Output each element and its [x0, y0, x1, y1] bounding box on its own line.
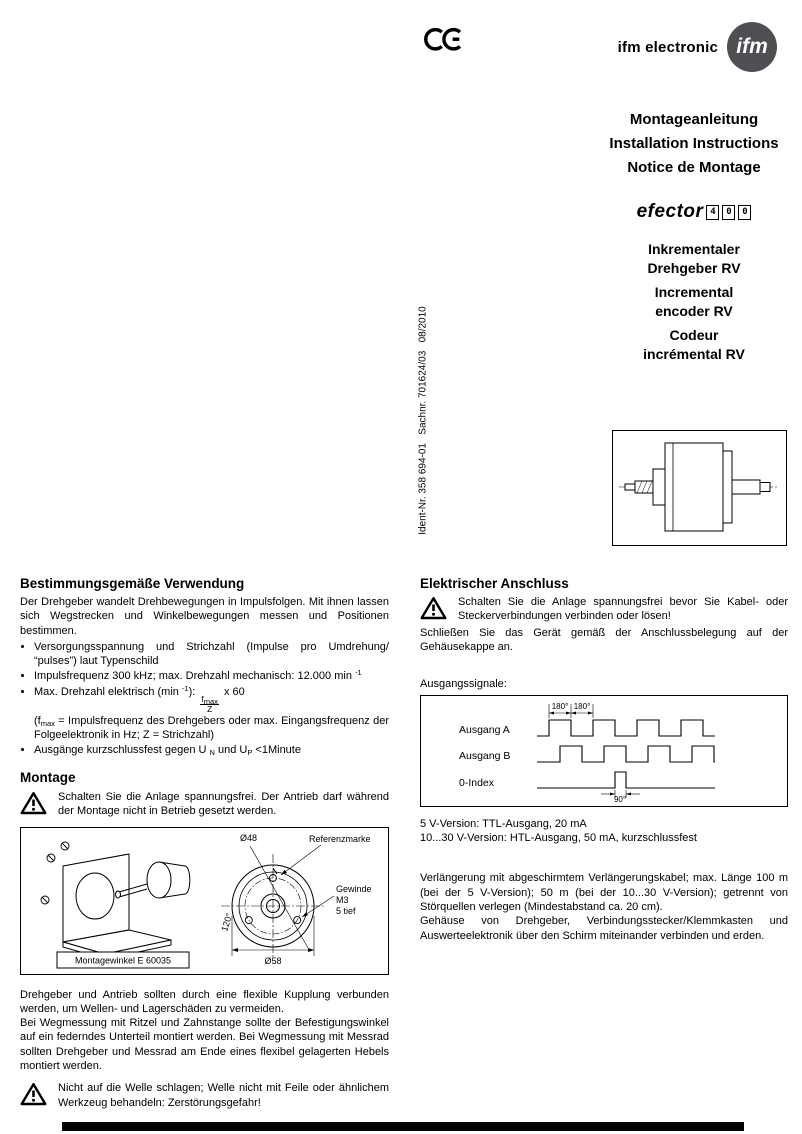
product-title-line: Codeur — [669, 327, 719, 343]
footer-bar — [62, 1122, 744, 1131]
mounting-figure — [20, 827, 389, 975]
product-title-de — [589, 240, 799, 278]
warning-triangle-icon — [20, 790, 50, 820]
dim-48-label: Ø48 — [240, 832, 258, 843]
doc-title-en: Installation Instructions — [609, 135, 779, 152]
feature-list — [20, 640, 389, 758]
brand-block — [618, 22, 777, 72]
bracket-label: Montagewinkel E 60035 — [74, 955, 172, 966]
intro-paragraph: Der Drehgeber wandelt Drehbewegungen in Impulsfolgen. Mit ihnen lassen sich Wegstrecken und Winkelbewegungen messen und Positionen bestimmen. — [20, 596, 389, 637]
doc-title-fr: Notice de Montage — [627, 159, 761, 176]
product-title-fr — [589, 326, 799, 364]
exponent: -1 — [181, 683, 189, 693]
product-title-line: Drehgeber RV — [647, 260, 741, 276]
thread-label-2: M3 — [336, 894, 349, 905]
product-title-line: Incremental — [654, 284, 734, 300]
reference-mark-label: Referenzmarke — [309, 833, 371, 844]
measurement-paragraph: Bei Wegmessung mit Ritzel und Zahnstange sollte der Befestigungswinkel auf ein federndes Unterteil montiert werden. Bei Wegmessung mit Messrad sollten Drehgeber und Messrad am Ende eines flexibel gelagerten Hebels montiert werden. — [20, 1017, 389, 1072]
efector-logo-text: efector — [636, 201, 704, 222]
bullet-text: Ausgänge kurzschlussfest gegen U — [34, 744, 210, 757]
section-heading-montage: Montage — [20, 769, 76, 785]
efector-digit: 4 — [706, 205, 719, 220]
right-column — [420, 576, 788, 943]
mounting-drawing — [21, 828, 388, 972]
bullet-text: = Impulsfrequenz des Drehgebers oder max. Eingangsfrequenz der Folgeelektronik in Hz; Z = Strichzahl) — [34, 714, 389, 741]
subscript-p: P — [247, 748, 253, 758]
encoder-drawing — [613, 431, 784, 543]
thread-label-1: Gewinde — [336, 883, 372, 894]
list-item-max-speed — [34, 685, 389, 742]
warning-text-electrical: Schalten Sie die Anlage spannungsfrei bevor Sie Kabel- oder Steckerverbindungen verbinden oder lösen! — [458, 596, 788, 623]
product-title-line: encoder RV — [655, 303, 733, 319]
warning-note-electrical — [420, 595, 788, 625]
formula-fraction — [200, 695, 219, 714]
deg180-label-1: 180° — [551, 701, 569, 711]
bullet-text: und U — [214, 744, 248, 757]
warning-text-montage: Schalten Sie die Anlage spannungsfrei. Der Antrieb darf während der Montage nicht in Betrieb gesetzt werden. — [58, 790, 389, 817]
list-item-supply — [34, 640, 389, 669]
grounding-paragraph: Gehäuse von Drehgeber, Verbindungsstecker/Klemmkasten und Auswerteelektronik über den Schirm miteinander verbinden und erden. — [420, 915, 788, 942]
ident-number-vertical: Ident-Nr. 358 694-01 Sachnr. 701624/03 08/2010 — [417, 306, 429, 535]
product-title-line: incrémental RV — [643, 346, 745, 362]
extension-paragraph: Verlängerung mit abgeschirmtem Verlängerungskabel; max. Länge 100 m (bei der 5 V-Version); 50 m (bei der 10...30 V-Version); getrennt von Störquellen verlegen (Mindestabstand ca. 20 cm). — [420, 872, 788, 914]
efector-digit: 0 — [738, 205, 751, 220]
signal-label-b: Ausgang B — [459, 749, 511, 762]
fraction-denominator: Z — [207, 703, 213, 714]
dim-58-label: Ø58 — [264, 955, 282, 966]
bullet-text: Impulsfrequenz 300 kHz; max. Drehzahl mechanisch: 12.000 min — [34, 670, 355, 683]
product-title-block — [589, 240, 799, 369]
bullet-text: Max. Drehzahl elektrisch (min — [34, 685, 182, 698]
list-item-frequency — [34, 669, 389, 683]
section-heading-anschluss: Elektrischer Anschluss — [420, 576, 569, 591]
warning-note-montage — [20, 790, 389, 820]
timing-diagram — [421, 696, 787, 804]
section-heading-bestimmung: Bestimmungsgemäße Verwendung — [20, 576, 245, 591]
warning-triangle-icon — [20, 1081, 50, 1111]
bullet-text: (f — [34, 714, 41, 727]
list-item-outputs — [34, 743, 389, 757]
subscript-max: max — [203, 696, 218, 706]
exponent: -1 — [355, 668, 362, 678]
bullet-text: Versorgungsspannung und Strichzahl (Impulse pro Umdrehung/ “pulses”) laut Typenschild — [34, 640, 389, 668]
signal-label-index: 0-Index — [459, 776, 495, 789]
deg180-label-2: 180° — [573, 701, 591, 711]
subscript-n: N — [209, 748, 215, 758]
thread-label-3: 5 tief — [336, 905, 356, 916]
warning-note-shaft — [20, 1081, 389, 1111]
symbol-f: f — [201, 693, 204, 704]
doc-title-de: Montageanleitung — [629, 111, 759, 128]
product-image — [612, 430, 787, 546]
ifm-logo — [727, 22, 777, 72]
deg90-label: 90° — [613, 794, 627, 804]
ifm-logo-text: ifm — [736, 35, 768, 58]
signal-label-a: Ausgang A — [459, 723, 510, 736]
bullet-text: x 60 — [220, 685, 245, 698]
angle-label: 120° — [219, 911, 235, 933]
product-title-en — [589, 283, 799, 321]
warning-triangle-icon — [420, 595, 450, 625]
coupling-paragraph: Drehgeber und Antrieb sollten durch eine flexible Kupplung verbunden werden, um Wellen- und Lagerschäden zu vermeiden. — [20, 988, 389, 1015]
connection-paragraph: Schließen Sie das Gerät gemäß der Anschlussbelegung auf der Gehäusekappe an. — [420, 627, 788, 654]
bullet-text: ): — [188, 685, 199, 698]
output-signals-figure — [420, 695, 788, 807]
product-title-line: Inkrementaler — [648, 241, 740, 257]
bullet-text: <1Minute — [252, 744, 301, 757]
signals-label: Ausgangssignale: — [420, 677, 507, 690]
doc-title-block — [589, 108, 799, 180]
efector-logo — [589, 201, 799, 223]
version-5v: 5 V-Version: TTL-Ausgang, 20 mA — [420, 817, 587, 830]
brand-name: ifm electronic — [617, 38, 718, 56]
subscript-max: max — [40, 718, 55, 728]
version-10-30v: 10...30 V-Version: HTL-Ausgang, 50 mA, kurzschlussfest — [420, 832, 697, 845]
left-column — [20, 576, 389, 1111]
ce-mark-icon — [424, 26, 464, 58]
warning-text-shaft: Nicht auf die Welle schlagen; Welle nicht mit Feile oder ähnlichem Werkzeug behandeln: Zerstörungsgefahr! — [58, 1082, 389, 1109]
efector-digit: 0 — [722, 205, 735, 220]
